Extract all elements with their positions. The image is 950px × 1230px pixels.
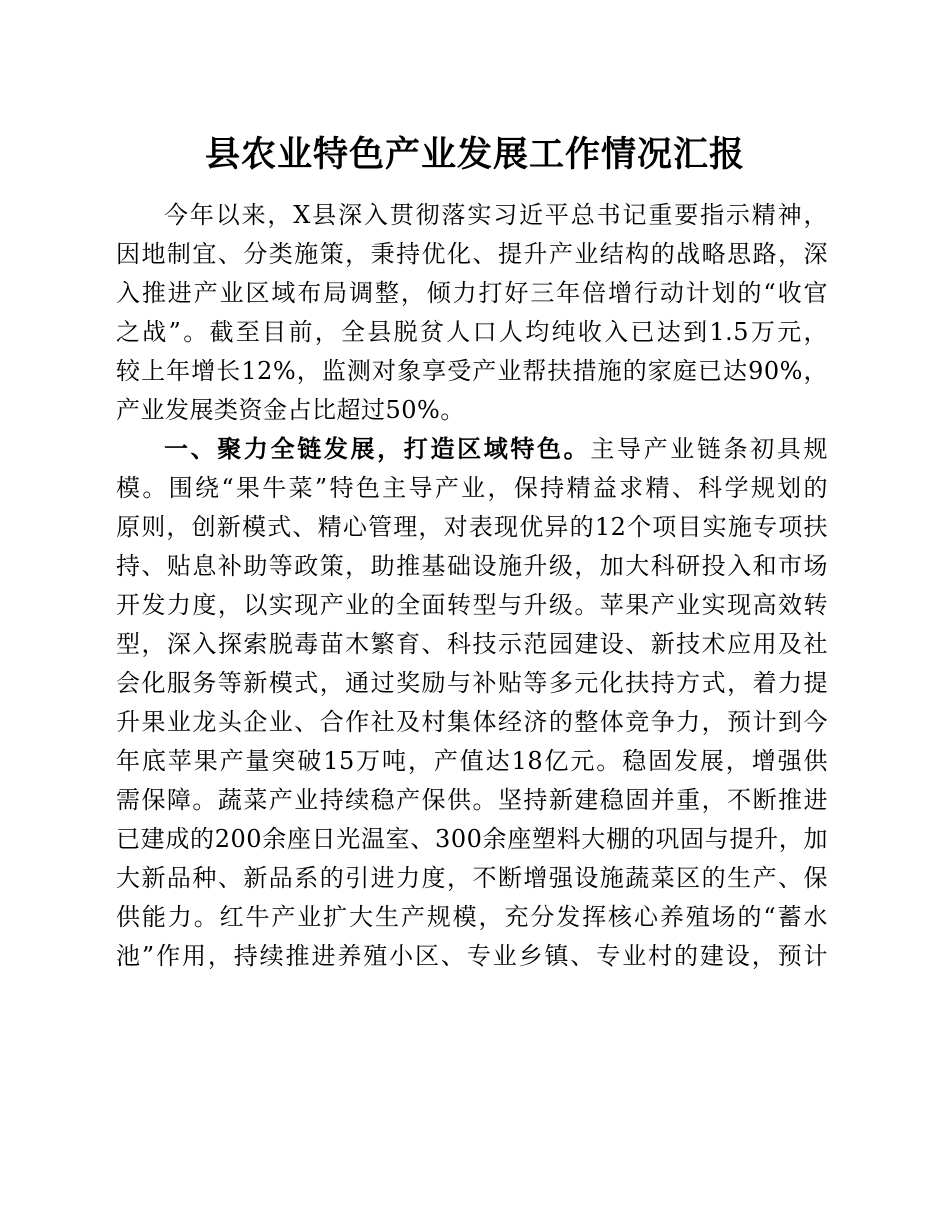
paragraph-line: 因地制宜、分类施策，秉持优化、提升产业结构的战略思路，深 bbox=[116, 240, 828, 268]
paragraph-line: 持、贴息补助等政策，助推基础设施升级，加大科研投入和市场 bbox=[116, 552, 828, 580]
document-title: 县农业特色产业发展工作情况汇报 bbox=[204, 134, 745, 175]
section-heading-rest: 主导产业链条初具规 bbox=[590, 435, 829, 463]
paragraph-line: 升果业龙头企业、合作社及村集体经济的整体竞争力，预计到今 bbox=[116, 708, 828, 736]
paragraph-line: 供能力。红牛产业扩大生产规模，充分发挥核心养殖场的“蓄水 bbox=[116, 903, 828, 931]
section-heading-line bbox=[116, 430, 828, 469]
paragraph-line: 模。围绕“果牛菜”特色主导产业，保持精益求精、科学规划的 bbox=[116, 474, 828, 502]
document-body bbox=[116, 196, 828, 976]
paragraph-line: 入推进产业区域布局调整，倾力打好三年倍增行动计划的“收官 bbox=[116, 279, 828, 307]
paragraph-line: 型，深入探索脱毒苗木繁育、科技示范园建设、新技术应用及社 bbox=[116, 630, 828, 658]
paragraph-line: 产业发展类资金占比超过50%。 bbox=[116, 396, 465, 424]
paragraph-line: 较上年增长12%，监测对象享受产业帮扶措施的家庭已达90%， bbox=[116, 357, 828, 385]
paragraph-line: 会化服务等新模式，通过奖励与补贴等多元化扶持方式，着力提 bbox=[116, 669, 828, 697]
paragraph-line: 之战”。截至目前，全县脱贫人口人均纯收入已达到1.5万元， bbox=[116, 318, 828, 346]
paragraph-line: 大新品种、新品系的引进力度，不断增强设施蔬菜区的生产、保 bbox=[116, 864, 828, 892]
section-heading: 一、聚力全链发展，打造区域特色。 bbox=[164, 435, 591, 463]
paragraph-line: 年底苹果产量突破15万吨，产值达18亿元。稳固发展，增强供 bbox=[116, 747, 828, 775]
paragraph-line: 开发力度，以实现产业的全面转型与升级。苹果产业实现高效转 bbox=[116, 591, 828, 619]
paragraph-line: 原则，创新模式、精心管理，对表现优异的12个项目实施专项扶 bbox=[116, 513, 828, 541]
paragraph-line: 需保障。蔬菜产业持续稳产保供。坚持新建稳固并重，不断推进 bbox=[116, 786, 828, 814]
paragraph-line: 池”作用，持续推进养殖小区、专业乡镇、专业村的建设，预计 bbox=[116, 942, 828, 970]
paragraph-line: 今年以来，X县深入贯彻落实习近平总书记重要指示精神， bbox=[164, 201, 828, 229]
paragraph-line: 已建成的200余座日光温室、300余座塑料大棚的巩固与提升，加 bbox=[116, 825, 828, 853]
